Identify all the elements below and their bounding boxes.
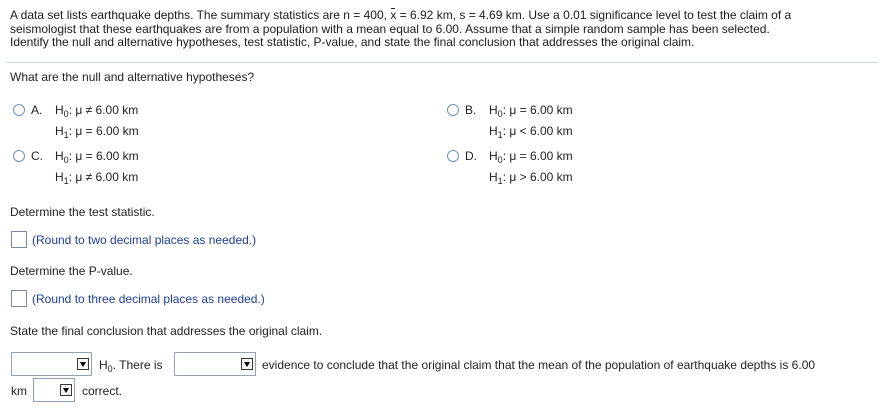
conclusion-h0-text: $H_0$. There is	[99, 358, 163, 374]
radio-option-c[interactable]	[13, 150, 25, 162]
p-value-question: Determine the P-value.	[10, 264, 133, 278]
correct-label: correct.	[82, 384, 123, 398]
problem-line-3: Identify the null and alternative hypotheses, test statistic, P-value, and state the final conclusion that addresses the original claim.	[10, 35, 695, 49]
test-statistic-question: Determine the test statistic.	[10, 205, 155, 219]
option-c-h1: $H_1$: μ ≠ 6.00 km	[55, 170, 139, 186]
option-b[interactable]	[447, 103, 777, 139]
problem-statement	[10, 9, 872, 50]
p-value-input[interactable]	[11, 290, 27, 307]
km-unit-label: km	[11, 384, 27, 398]
option-b-h0: $H_0$: μ = 6.00 km	[489, 103, 573, 119]
p-value-hint: (Round to three decimal places as needed.)	[32, 292, 265, 306]
evidence-level-dropdown[interactable]	[174, 352, 256, 376]
radio-option-a[interactable]	[13, 104, 25, 116]
test-statistic-hint: (Round to two decimal places as needed.)	[32, 233, 257, 247]
x-bar-symbol: x	[390, 8, 397, 22]
option-a[interactable]	[13, 103, 343, 139]
section-divider	[6, 62, 878, 63]
option-d-h0: $H_0$: μ = 6.00 km	[489, 149, 573, 165]
problem-line-1: A data set lists earthquake depths. The summary statistics are n = 400, x = 6.92 km, s = 4.69 km. Use a 0.01 significance level to test the claim of a	[10, 8, 792, 22]
option-a-h1: $H_1$: μ = 6.00 km	[55, 124, 139, 140]
problem-line-2: seismologist that these earthquakes are from a population with a mean equal to 6.00. Assume that a simple random sample has been selected.	[10, 21, 770, 36]
radio-option-d[interactable]	[447, 150, 459, 162]
option-c-h0: $H_0$: μ = 6.00 km	[55, 149, 139, 165]
option-d[interactable]	[447, 149, 777, 185]
option-a-h0: $H_0$: μ ≠ 6.00 km	[55, 103, 139, 119]
hypotheses-question: What are the null and alternative hypotheses?	[10, 70, 255, 84]
option-d-letter: D.	[465, 149, 477, 163]
option-c-letter: C.	[31, 149, 43, 163]
radio-option-b[interactable]	[447, 104, 459, 116]
test-statistic-input[interactable]	[11, 231, 27, 248]
claim-status-dropdown[interactable]	[33, 378, 75, 402]
conclusion-evidence-text: evidence to conclude that the original claim that the mean of the population of earthquake depths is 6.00	[262, 358, 816, 372]
chevron-down-icon[interactable]	[60, 384, 72, 396]
option-a-letter: A.	[31, 103, 43, 117]
option-b-letter: B.	[465, 103, 477, 117]
chevron-down-icon[interactable]	[77, 358, 89, 370]
reject-decision-dropdown[interactable]	[11, 352, 92, 376]
chevron-down-icon[interactable]	[241, 358, 253, 370]
option-d-h1: $H_1$: μ > 6.00 km	[489, 170, 573, 186]
option-b-h1: $H_1$: μ < 6.00 km	[489, 124, 573, 140]
conclusion-question: State the final conclusion that addresses the original claim.	[10, 324, 323, 338]
option-c[interactable]	[13, 149, 343, 185]
